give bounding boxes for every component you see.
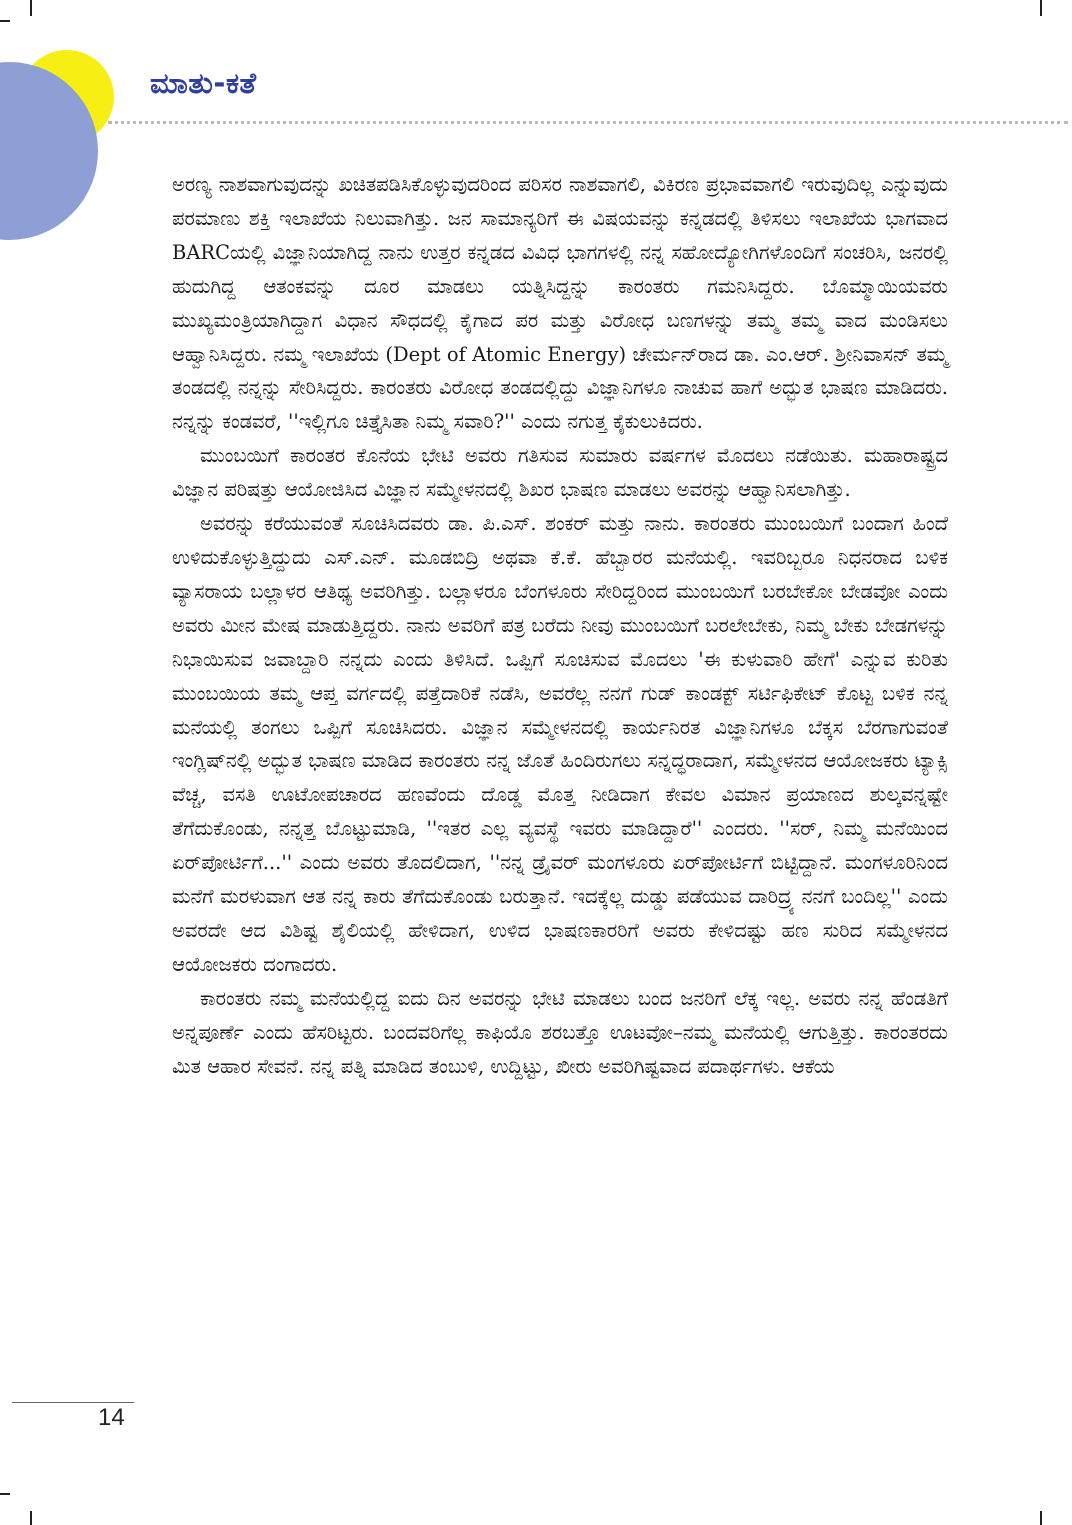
crop-mark	[0, 1493, 10, 1495]
crop-mark	[1040, 1511, 1042, 1525]
paragraph: ಅರಣ್ಯ ನಾಶವಾಗುವುದನ್ನು ಖಚಿತಪಡಿಸಿಕೊಳ್ಳುವುದರಿಂದ ಪರಿಸರ ನಾಶವಾಗಲಿ, ವಿಕಿರಣ ಪ್ರಭಾವವಾಗಲಿ ಇರುವುದಿಲ್ಲ ಎನ್ನುವುದು ಪರಮಾಣು ಶಕ್ತಿ ಇಲಾಖೆಯ ನಿಲುವಾಗಿತ್ತು. ಜನ ಸಾಮಾನ್ಯರಿಗೆ ಈ ವಿಷಯವನ್ನು ಕನ್ನಡದಲ್ಲಿ ತಿಳಿಸಲು ಇಲಾಖೆಯ ಭಾಗವಾದ BARCಯಲ್ಲಿ ವಿಜ್ಞಾನಿಯಾಗಿದ್ದ ನಾನು ಉತ್ತರ ಕನ್ನಡದ ವಿವಿಧ ಭಾಗಗಳಲ್ಲಿ ನನ್ನ ಸಹೋದ್ಯೋಗಿಗಳೊಂದಿಗೆ ಸಂಚರಿಸಿ, ಜನರಲ್ಲಿ ಹುದುಗಿದ್ದ ಆತಂಕವನ್ನು ದೂರ ಮಾಡಲು ಯತ್ನಿಸಿದ್ದನ್ನು ಕಾರಂತರು ಗಮನಿಸಿದ್ದರು. ಬೊಮ್ಮಾಯಿಯವರು ಮುಖ್ಯಮಂತ್ರಿಯಾಗಿದ್ದಾಗ ವಿಧಾನ ಸೌಧದಲ್ಲಿ ಕೈಗಾದ ಪರ ಮತ್ತು ವಿರೋಧ ಬಣಗಳನ್ನು ತಮ್ಮ ತಮ್ಮ ವಾದ ಮಂಡಿಸಲು ಆಹ್ವಾನಿಸಿದ್ದರು. ನಮ್ಮ ಇಲಾಖೆಯ (Dept of Atomic Energy) ಚೇರ್ಮನ್‌ರಾದ ಡಾ. ಎಂ.ಆರ್. ಶ್ರೀನಿವಾಸನ್ ತಮ್ಮ ತಂಡದಲ್ಲಿ ನನ್ನನ್ನು ಸೇರಿಸಿದ್ದರು. ಕಾರಂತರು ವಿರೋಧ ತಂಡದಲ್ಲಿದ್ದು ವಿಜ್ಞಾನಿಗಳೂ ನಾಚುವ ಹಾಗೆ ಅದ್ಭುತ ಭಾಷಣ ಮಾಡಿದರು. ನನ್ನನ್ನು ಕಂಡವರೆ, ''ಇಲ್ಲಿಗೂ ಚಿತ್ತೈಸಿತಾ ನಿಮ್ಮ ಸವಾರಿ?'' ಎಂದು ನಗುತ್ತ ಕೈಕುಲುಕಿದರು.	[172, 173, 948, 434]
article-body	[172, 168, 948, 1083]
footer-rule	[12, 1402, 134, 1403]
paragraph: ಅವರನ್ನು ಕರೆಯುವಂತೆ ಸೂಚಿಸಿದವರು ಡಾ. ಪಿ.ಎಸ್. ಶಂಕರ್ ಮತ್ತು ನಾನು. ಕಾರಂತರು ಮುಂಬಯಿಗೆ ಬಂದಾಗ ಹಿಂದೆ ಉಳಿದುಕೊಳ್ಳುತ್ತಿದ್ದುದು ಎಸ್.ಎನ್. ಮೂಡಬಿದ್ರಿ ಅಥವಾ ಕೆ.ಕೆ. ಹೆಬ್ಬಾರರ ಮನೆಯಲ್ಲಿ. ಇವರಿಬ್ಬರೂ ನಿಧನರಾದ ಬಳಿಕ ವ್ಯಾಸರಾಯ ಬಲ್ಲಾಳರ ಆತಿಥ್ಯ ಅವರಿಗಿತ್ತು. ಬಲ್ಲಾಳರೂ ಬೆಂಗಳೂರು ಸೇರಿದ್ದರಿಂದ ಮುಂಬಯಿಗೆ ಬರಬೇಕೋ ಬೇಡವೋ ಎಂದು ಅವರು ಮೀನ ಮೇಷ ಮಾಡುತ್ತಿದ್ದರು. ನಾನು ಅವರಿಗೆ ಪತ್ರ ಬರೆದು ನೀವು ಮುಂಬಯಿಗೆ ಬರಲೇಬೇಕು, ನಿಮ್ಮ ಬೇಕು ಬೇಡಗಳನ್ನು ನಿಭಾಯಿಸುವ ಜವಾಬ್ದಾರಿ ನನ್ನದು ಎಂದು ತಿಳಿಸಿದೆ. ಒಪ್ಪಿಗೆ ಸೂಚಿಸುವ ಮೊದಲು 'ಈ ಕುಳುವಾರಿ ಹೇಗೆ' ಎನ್ನುವ ಕುರಿತು ಮುಂಬಯಿಯ ತಮ್ಮ ಆಪ್ತ ವರ್ಗದಲ್ಲಿ ಪತ್ತೆದಾರಿಕೆ ನಡೆಸಿ, ಅವರೆಲ್ಲ ನನಗೆ ಗುಡ್ ಕಾಂಡಕ್ಟ್ ಸರ್ಟಿಫಿಕೇಟ್ ಕೊಟ್ಟ ಬಳಿಕ ನನ್ನ ಮನೆಯಲ್ಲಿ ತಂಗಲು ಒಪ್ಪಿಗೆ ಸೂಚಿಸಿದರು. ವಿಜ್ಞಾನ ಸಮ್ಮೇಳನದಲ್ಲಿ ಕಾರ್ಯನಿರತ ವಿಜ್ಞಾನಿಗಳೂ ಬೆಕ್ಕಸ ಬೆರಗಾಗುವಂತೆ ಇಂಗ್ಲಿಷ್‌ನಲ್ಲಿ ಅದ್ಭುತ ಭಾಷಣ ಮಾಡಿದ ಕಾರಂತರು ನನ್ನ ಜೊತೆ ಹಿಂದಿರುಗಲು ಸನ್ನದ್ಧರಾದಾಗ, ಸಮ್ಮೇಳನದ ಆಯೋಜಕರು ಟ್ಯಾಕ್ಸಿ ವೆಚ್ಚ, ವಸತಿ ಊಟೋಪಚಾರದ ಹಣವೆಂದು ದೊಡ್ಡ ಮೊತ್ತ ನೀಡಿದಾಗ ಕೇವಲ ವಿಮಾನ ಪ್ರಯಾಣದ ಶುಲ್ಕವನ್ನಷ್ಟೇ ತೆಗೆದುಕೊಂಡು, ನನ್ನತ್ತ ಬೊಟ್ಟುಮಾಡಿ, ''ಇತರ ಎಲ್ಲ ವ್ಯವಸ್ಥೆ ಇವರು ಮಾಡಿದ್ದಾರೆ'' ಎಂದರು. ''ಸರ್, ನಿಮ್ಮ ಮನೆಯಿಂದ ಏರ್‌ಪೋರ್ಟಿಗೆ...'' ಎಂದು ಅವರು ತೊದಲಿದಾಗ, ''ನನ್ನ ಡ್ರೈವರ್ ಮಂಗಳೂರು ಏರ್‌ಪೋರ್ಟಿಗೆ ಬಿಟ್ಟಿದ್ದಾನೆ. ಮಂಗಳೂರಿನಿಂದ ಮನೆಗೆ ಮರಳುವಾಗ ಆತ ನನ್ನ ಕಾರು ತೆಗೆದುಕೊಂಡು ಬರುತ್ತಾನೆ. ಇದಕ್ಕೆಲ್ಲ ದುಡ್ಡು ಪಡೆಯುವ ದಾರಿದ್ರ್ಯ ನನಗೆ ಬಂದಿಲ್ಲ'' ಎಂದು ಅವರದೇ ಆದ ವಿಶಿಷ್ಟ ಶೈಲಿಯಲ್ಲಿ ಹೇಳಿದಾಗ, ಉಳಿದ ಭಾಷಣಕಾರರಿಗೆ ಅವರು ಕೇಳಿದಷ್ಟು ಹಣ ಸುರಿದ ಸಮ್ಮೇಳನದ ಆಯೋಜಕರು ದಂಗಾದರು.	[172, 512, 948, 976]
paragraph: ಮುಂಬಯಿಗೆ ಕಾರಂತರ ಕೊನೆಯ ಭೇಟಿ ಅವರು ಗತಿಸುವ ಸುಮಾರು ವರ್ಷಗಳ ಮೊದಲು ನಡೆಯಿತು. ಮಹಾರಾಷ್ಟ್ರದ ವಿಜ್ಞಾನ ಪರಿಷತ್ತು ಆಯೋಜಿಸಿದ ವಿಜ್ಞಾನ ಸಮ್ಮೇಳನದಲ್ಲಿ ಶಿಖರ ಭಾಷಣ ಮಾಡಲು ಅವರನ್ನು ಆಹ್ವಾನಿಸಲಾಗಿತ್ತು.	[172, 444, 948, 502]
crop-mark	[30, 1511, 32, 1525]
crop-mark	[1040, 0, 1042, 16]
header-decoration	[0, 0, 120, 240]
page-number: 14	[98, 1404, 125, 1431]
dotted-divider	[108, 121, 1068, 124]
section-title: ಮಾತು-ಕತೆ	[150, 66, 257, 100]
paragraph: ಕಾರಂತರು ನಮ್ಮ ಮನೆಯಲ್ಲಿದ್ದ ಐದು ದಿನ ಅವರನ್ನು ಭೇಟಿ ಮಾಡಲು ಬಂದ ಜನರಿಗೆ ಲೆಕ್ಕ ಇಲ್ಲ. ಅವರು ನನ್ನ ಹೆಂಡತಿಗೆ ಅನ್ನಪೂರ್ಣೆ ಎಂದು ಹೆಸರಿಟ್ಟರು. ಬಂದವರಿಗೆಲ್ಲ ಕಾಫಿಯೊ ಶರಬತ್ತೊ ಊಟವೋ–ನಮ್ಮ ಮನೆಯಲ್ಲಿ ಆಗುತ್ತಿತ್ತು. ಕಾರಂತರದು ಮಿತ ಆಹಾರ ಸೇವನೆ. ನನ್ನ ಪತ್ನಿ ಮಾಡಿದ ತಂಬುಳಿ, ಉದ್ದಿಟ್ಟು, ಖೀರು ಅವರಿಗಿಷ್ಟವಾದ ಪದಾರ್ಥಗಳು. ಆಕೆಯ	[172, 986, 948, 1078]
